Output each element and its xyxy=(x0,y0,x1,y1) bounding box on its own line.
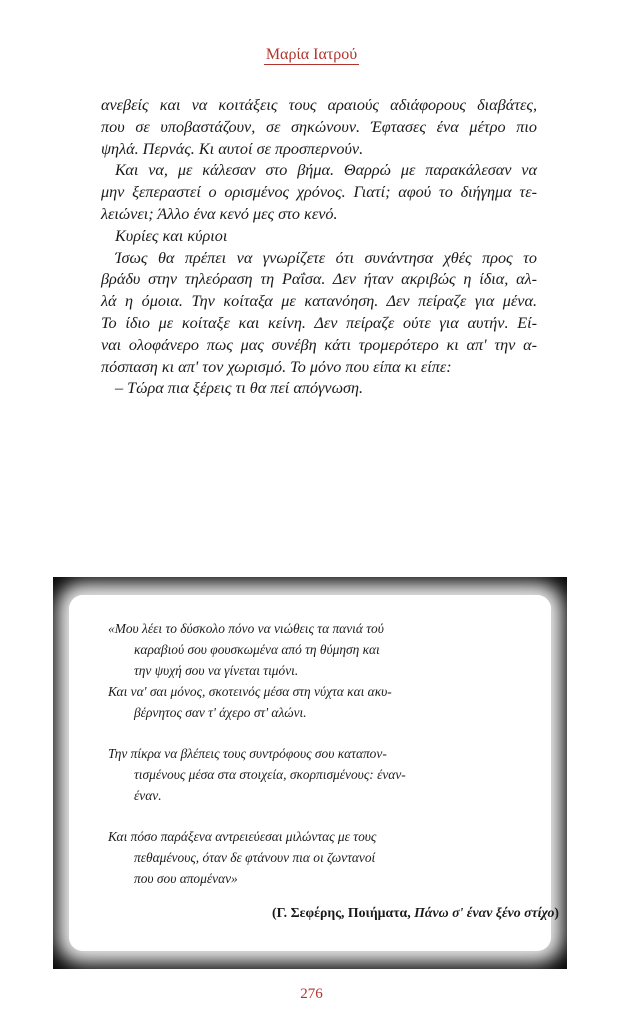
poem-line: έναν. xyxy=(134,788,162,803)
body-line: ψηλά. Περνάς. Κι αυτοί σε προσπερνούν. xyxy=(101,139,364,158)
body-line: βράδυ στην τηλεόραση τη Ραΐσα. Δεν ήταν ακριβώς η ίδια, αλ- xyxy=(101,270,537,289)
author-name: Μαρία Ιατρού xyxy=(265,46,358,63)
poem-line: την ψυχή σου να γίνεται τιμόνι. xyxy=(134,663,299,678)
body-line: λά η όμοια. Την κοίταξα με κατανόηση. Δεν πείραζε για μένα. xyxy=(101,292,537,311)
attribution-prefix: (Γ. Σεφέρης, Ποιήματα, xyxy=(271,905,415,920)
poem-line: Και να' σαι μόνος, σκοτεινός μέσα στη νύχτα και ακυ- xyxy=(108,684,392,699)
poem-line: καραβιού σου φουσκωμένα από τη θύμηση και xyxy=(134,642,380,657)
body-line: Και να, με κάλεσαν στο βήμα. Θαρρώ με παρακάλεσαν να xyxy=(115,161,537,180)
body-text xyxy=(101,95,537,400)
body-line: μην ξεπεραστεί ο ορισμένος χρόνος. Γιατί; αφού το διήγημα τε- xyxy=(101,183,537,202)
body-line: λειώνει; Άλλο ένα κενό μες στο κενό. xyxy=(101,204,338,223)
body-line: ανεβείς και να κοιτάξεις τους αραιούς αδιάφορους διαβάτες, xyxy=(101,96,537,114)
poem-line: βέρνητος σαν τ' άχερο στ' αλώνι. xyxy=(134,705,307,720)
poem-attribution xyxy=(272,905,559,921)
poem-line: «Μου λέει το δύσκολο πόνο να νιώθεις τα πανιά τού xyxy=(108,621,384,636)
poem-line: που σου απομέναν» xyxy=(134,871,238,886)
body-line: ναι ολοφάνερο πως μας συνέβη κάτι τρομερότερο κι απ' την α- xyxy=(101,335,537,354)
poem-line: Την πίκρα να βλέπεις τους συντρόφους σου καταπον- xyxy=(108,746,387,761)
running-header xyxy=(0,46,623,64)
body-line: που σε υποβαστάζουν, σε σηκώνουν. Έφτασες ένα μέτρο πιο xyxy=(101,117,537,136)
page-number: 276 xyxy=(300,986,323,1002)
body-line: πόσπαση κι απ' τον χωρισμό. Το μόνο που είπα κι είπε: xyxy=(101,357,452,376)
body-line: Το ίδιο με κοίταξε και κείνη. Δεν πείραζε ούτε για αυτήν. Εί- xyxy=(101,313,537,332)
poem-line: πεθαμένους, όταν δε φτάνουν πια οι ζωντανοί xyxy=(134,850,376,865)
quote-frame xyxy=(53,577,567,969)
poem-line: τισμένους μέσα στα στοιχεία, σκορπισμένους: έναν- xyxy=(134,767,406,782)
attribution-title: Πάνω σ' έναν ξένο στίχο xyxy=(414,905,555,920)
body-line: Ίσως θα πρέπει να γνωρίζετε ότι συνάντησα χθές προς το xyxy=(115,248,537,267)
poem-quote xyxy=(108,618,548,889)
body-line: – Τώρα πια ξέρεις τι θα πεί απόγνωση. xyxy=(115,379,364,398)
attribution-suffix: ) xyxy=(554,905,559,920)
poem-line: Και πόσο παράξενα αντρειεύεσαι μιλώντας με τους xyxy=(108,829,377,844)
body-line: Κυρίες και κύριοι xyxy=(115,226,228,245)
